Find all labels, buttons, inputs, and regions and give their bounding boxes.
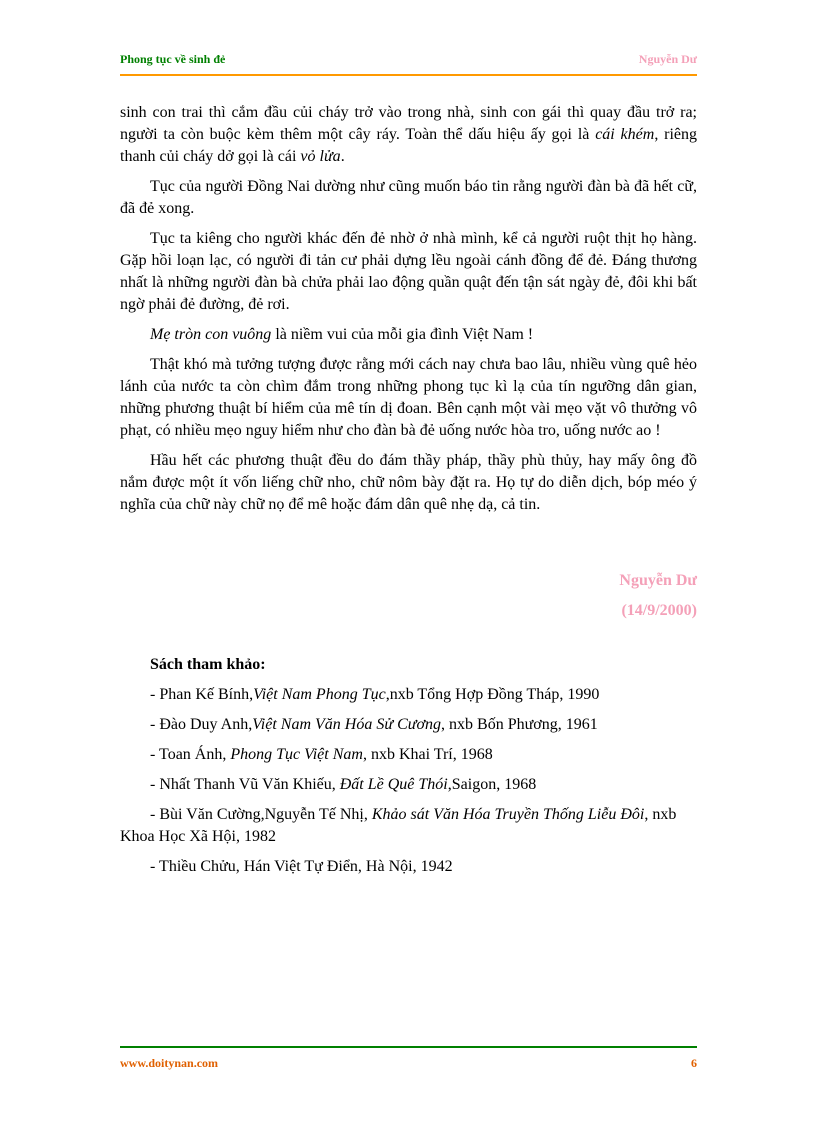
references-heading: Sách tham khảo: <box>150 656 266 673</box>
reference-item: - Đào Duy Anh,Việt Nam Văn Hóa Sử Cương, nxb Bốn Phương, 1961 <box>150 716 598 733</box>
signature <box>619 566 697 626</box>
footer-website-link[interactable]: www.doitynan.com <box>120 1056 219 1070</box>
paragraph: sinh con trai thì cắm đầu củi cháy trở vào trong nhà, sinh con gái thì quay đầu trở ra; người ta còn buộc kèm thêm một cây ráy. Toàn thể dấu hiệu ấy gọi là cái khém, riêng thanh củi cháy dở gọi là cái vỏ lửa. <box>120 104 698 165</box>
article-body <box>120 102 697 524</box>
paragraph: Thật khó mà tưởng tượng được rằng mới cách nay chưa bao lâu, nhiều vùng quê hẻo lánh của nước ta còn chìm đắm trong những phong tục kì lạ của tín ngưỡng dân gian, những phương thuật bí hiểm của mê tín dị đoan. Bên cạnh một vài mẹo vặt vô thưởng vô phạt, có nhiều mẹo nguy hiểm như cho đàn bà đẻ uống nước hòa tro, uống nước ao ! <box>120 356 697 439</box>
signature-date: (14/9/2000) <box>621 602 697 619</box>
reference-item: - Thiều Chửu, Hán Việt Tự Điển, Hà Nội, 1942 <box>150 858 453 875</box>
header-author: Nguyễn Dư <box>638 52 697 66</box>
references <box>120 654 697 886</box>
paragraph: Tục ta kiêng cho người khác đến đẻ nhờ ở nhà mình, kể cả người ruột thịt họ hàng. Gặp hồi loạn lạc, có người đi tản cư phải dựng lều ngoài cánh đồng để đẻ. Đáng thương nhất là những người đàn bà chửa phải lao động quần quật đến tận sát ngày đẻ, đôi khi bất ngờ phải đẻ đường, đẻ rơi. <box>120 230 697 313</box>
signature-name: Nguyễn Dư <box>619 572 697 589</box>
reference-item: - Toan Ánh, Phong Tục Việt Nam, nxb Khai Trí, 1968 <box>150 746 493 763</box>
paragraph: Hầu hết các phương thuật đều do đám thầy pháp, thầy phù thủy, hay mấy ông đồ nắm được một ít vốn liếng chữ nho, chữ nôm bày đặt ra. Họ tự do diễn dịch, bóp méo ý nghĩa của chữ này chữ nọ để mê hoặc đám dân quê nhẹ dạ, cả tin. <box>120 452 697 513</box>
paragraph: Mẹ tròn con vuông là niềm vui của mỗi gia đình Việt Nam ! <box>150 326 534 343</box>
reference-item: - Bùi Văn Cường,Nguyễn Tế Nhị, Khảo sát Văn Hóa Truyền Thống Liễu Đôi, nxb Khoa Học Xã Hội, 1982 <box>120 806 677 845</box>
header-rule <box>120 74 697 76</box>
footer-rule <box>120 1046 697 1048</box>
paragraph: Tục của người Đồng Nai dường như cũng muốn báo tin rằng người đàn bà đã hết cữ, đã đẻ xong. <box>120 178 697 217</box>
page-header <box>120 52 697 72</box>
reference-item: - Phan Kế Bính,Việt Nam Phong Tục,nxb Tổng Hợp Đồng Tháp, 1990 <box>150 686 600 703</box>
page-number: 6 <box>691 1056 697 1070</box>
header-title: Phong tục về sinh đẻ <box>120 52 226 66</box>
reference-item: - Nhất Thanh Vũ Văn Khiếu, Đất Lề Quê Thói,Saigon, 1968 <box>150 776 537 793</box>
